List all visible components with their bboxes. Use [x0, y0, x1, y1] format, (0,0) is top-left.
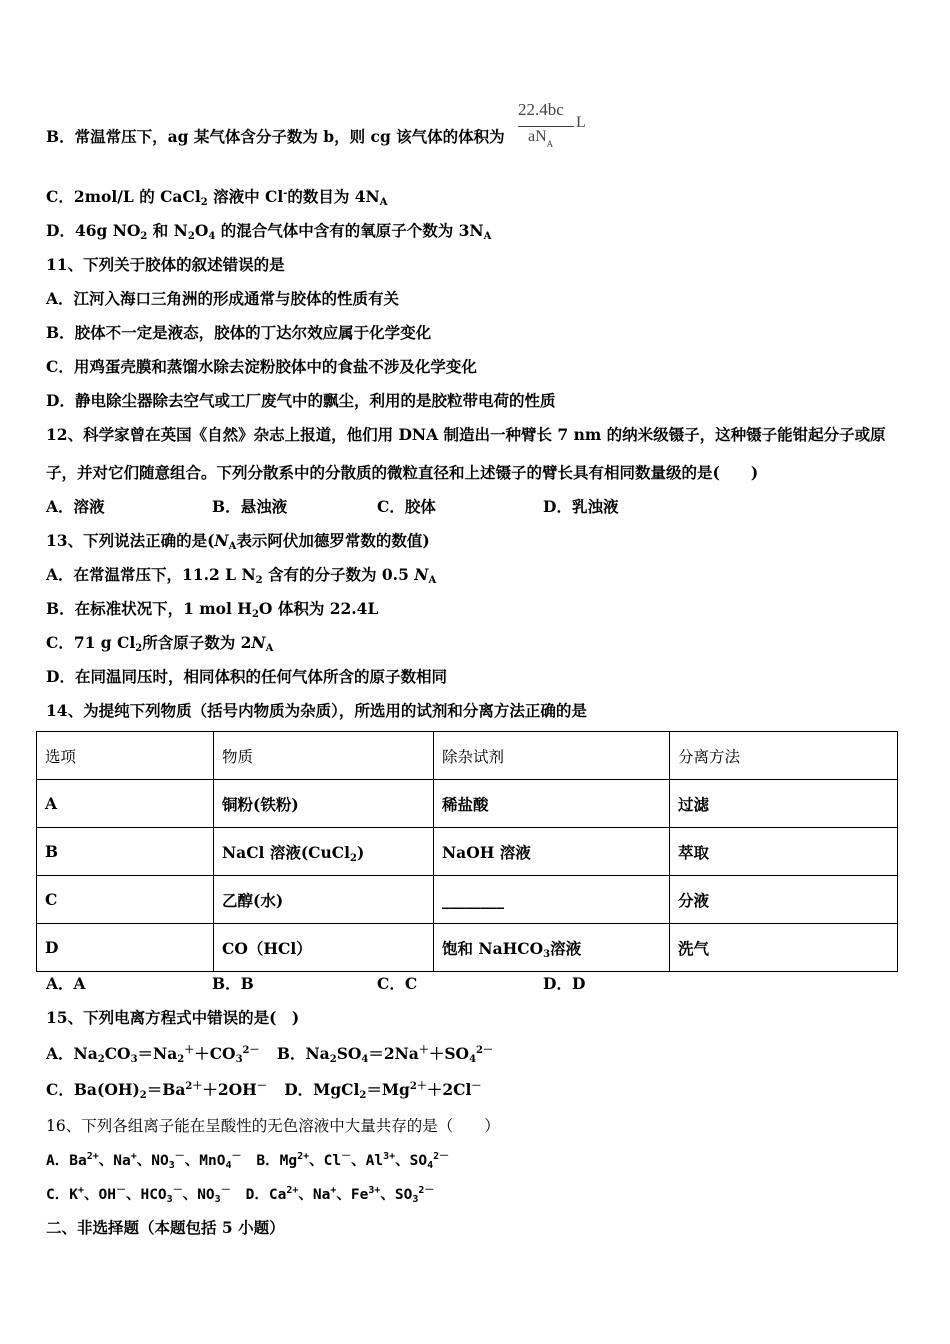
- q16-option-a: A．$Ba^{2+}$、Na+、$NO_3^-$、MnO$_4$－: [46, 1151, 242, 1171]
- q13-option-a: A．在常温常压下，11.2 L $N_2$ 含有的分子数为 0.5 $N_A$: [46, 565, 437, 586]
- table-cell: 分液: [670, 876, 898, 924]
- q12-option-a: A．溶液: [46, 497, 105, 516]
- q12-stem-line2: 子，并对它们随意组合。下列分散系中的分散质的微粒直径和上述镊子的臂长具有相同数量级的是( ): [46, 463, 759, 482]
- q16-option-d: D．$Ca^{2+}$、Na+、$Fe^{3+}$、$SO_3^{2-}$: [245, 1185, 435, 1205]
- table-cell: CO（HCl）: [214, 924, 434, 972]
- fraction-unit: L: [576, 114, 586, 131]
- table-cell: 萃取: [670, 828, 898, 876]
- table-cell: NaCl 溶液(CuCl$_2$): [214, 828, 434, 876]
- q11-option-b: B．胶体不一定是液态，胶体的丁达尔效应属于化学变化: [46, 323, 432, 342]
- q13-option-d: D．在同温同压时，相同体积的任何气体所含的原子数相同: [46, 667, 447, 686]
- q15-option-c: C．$Ba(OH)_2=Ba^{2+}+2OH^-$: [46, 1080, 267, 1101]
- table-row: [37, 828, 898, 876]
- q11-option-a: A．江河入海口三角洲的形成通常与胶体的性质有关: [46, 289, 400, 308]
- table-cell: NaOH 溶液: [434, 828, 670, 876]
- q11-option-d: D．静电除尘器除去空气或工厂废气中的飘尘，利用的是胶粒带电荷的性质: [46, 391, 556, 410]
- table-header-cell: 除杂试剂: [434, 732, 670, 780]
- table-cell: 洗气: [670, 924, 898, 972]
- fraction-bar: [518, 126, 574, 127]
- q10-option-b-text: B．常温常压下，ag 某气体含分子数为 b，则 cg 该气体的体积为: [46, 127, 505, 146]
- q16-options-ab: [46, 1150, 449, 1171]
- q12-option-c: C．胶体: [377, 497, 436, 516]
- q15-option-d: D．$MgCl_2=Mg^{2+}+2Cl^-$: [284, 1080, 482, 1101]
- table-cell: 铜粉(铁粉): [214, 780, 434, 828]
- table-header-cell: 物质: [214, 732, 434, 780]
- q13-stem: 13、下列说法正确的是($N_A$表示阿伏加德罗常数的数值): [46, 531, 430, 552]
- table-cell: 稀盐酸: [434, 780, 670, 828]
- fraction-numerator: 22.4bc: [518, 100, 564, 119]
- q15-options-cd: [46, 1080, 481, 1100]
- table-header-row: [37, 732, 898, 780]
- q14-table: [36, 731, 898, 972]
- q14-option-b: B．B: [212, 974, 254, 993]
- table-row: [37, 780, 898, 828]
- q10-option-c: C．2mol/L 的 CaCl$_2$ 溶液中 Cl-的数目为 $4N_A$: [46, 187, 388, 208]
- section-2-heading: 二、非选择题（本题包括 5 小题）: [46, 1218, 285, 1237]
- q15-stem: 15、下列电离方程式中错误的是( ): [46, 1008, 300, 1027]
- q13-option-b: B．在标准状况下，1 mol $H_2O$ 体积为 22.4L: [46, 599, 379, 620]
- table-cell: A: [37, 780, 214, 828]
- q15-option-b: B．$Na_2SO_4=2Na^++SO_4^{2-}$: [276, 1044, 493, 1065]
- table-cell: D: [37, 924, 214, 972]
- table-cell: 过滤: [670, 780, 898, 828]
- table-cell: B: [37, 828, 214, 876]
- q15-options-ab: [46, 1044, 493, 1064]
- table-header-cell: 分离方法: [670, 732, 898, 780]
- table-cell: 饱和 NaHCO$_3$溶液: [434, 924, 670, 972]
- q14-option-a: A．A: [46, 974, 86, 993]
- q14-stem: 14、为提纯下列物质（括号内物质为杂质），所选用的试剂和分离方法正确的是: [46, 701, 587, 720]
- table-cell: ________: [434, 876, 670, 924]
- q16-stem: 16、下列各组离子能在呈酸性的无色溶液中大量共存的是（ ）: [46, 1117, 500, 1135]
- table-row: [37, 924, 898, 972]
- q13-option-c: C．71 g $Cl_2$所含原子数为 $2N_A$: [46, 633, 274, 654]
- q12-option-d: D．乳浊液: [543, 497, 619, 516]
- q12-stem-line1: 12、科学家曾在英国《自然》杂志上报道，他们用 DNA 制造出一种臂长 7 nm 的纳米级镊子，这种镊子能钳起分子或原: [46, 425, 886, 444]
- q16-option-b: B．$Mg^{2+}$、Cl－、$Al^{3+}$、$SO_4^{2-}$: [256, 1151, 450, 1171]
- q16-option-c: C．K+、OH－、$HCO_3^-$、$NO_3^-$: [46, 1185, 231, 1205]
- q10-option-b: [46, 127, 505, 147]
- table-header-cell: 选项: [37, 732, 214, 780]
- q14-option-c: C．C: [377, 974, 418, 993]
- table-cell: 乙醇(水): [214, 876, 434, 924]
- q11-option-c: C．用鸡蛋壳膜和蒸馏水除去淀粉胶体中的食盐不涉及化学变化: [46, 357, 477, 376]
- table-cell: C: [37, 876, 214, 924]
- q10-option-d: D．46g $NO_2$ 和 $N_2O_4$ 的混合气体中含有的氧原子个数为 $3N_A$: [46, 221, 492, 242]
- table-row: [37, 876, 898, 924]
- q14-option-d: D．D: [543, 974, 586, 993]
- q12-option-b: B．悬浊液: [212, 497, 288, 516]
- q11-stem: 11、下列关于胶体的叙述错误的是: [46, 255, 285, 274]
- q16-options-cd: [46, 1184, 434, 1205]
- fraction-denominator: $aN_A$: [528, 128, 554, 149]
- q15-option-a: A．$Na_2CO_3=Na_2^++CO_3^{2-}$: [46, 1044, 260, 1065]
